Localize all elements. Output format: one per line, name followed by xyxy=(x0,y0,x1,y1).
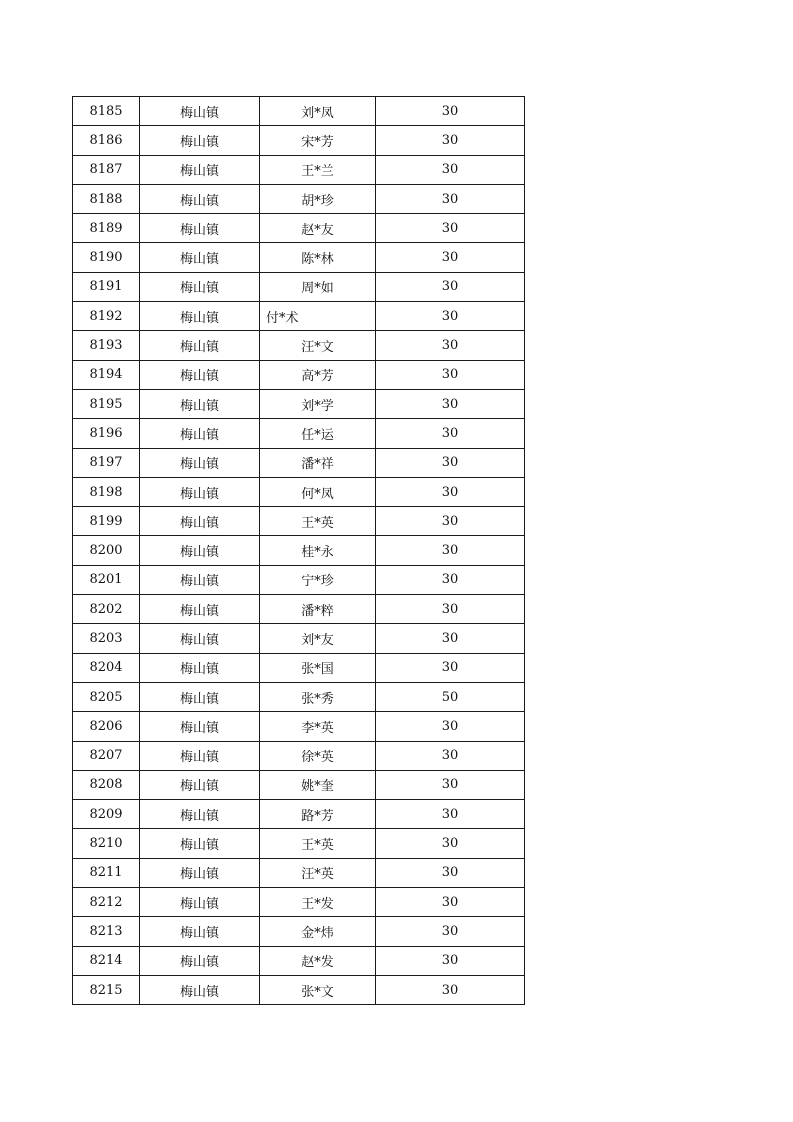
row-number-cell: 8196 xyxy=(73,419,140,448)
row-number-cell: 8202 xyxy=(73,595,140,624)
amount-cell: 30 xyxy=(376,155,525,184)
person-name-cell: 徐*英 xyxy=(260,741,376,770)
town-cell: 梅山镇 xyxy=(140,155,260,184)
town-cell: 梅山镇 xyxy=(140,595,260,624)
amount-cell: 30 xyxy=(376,770,525,799)
town-cell: 梅山镇 xyxy=(140,507,260,536)
person-name-cell: 李*英 xyxy=(260,712,376,741)
amount-cell: 30 xyxy=(376,536,525,565)
amount-cell: 30 xyxy=(376,184,525,213)
town-cell: 梅山镇 xyxy=(140,214,260,243)
row-number-cell: 8191 xyxy=(73,272,140,301)
town-cell: 梅山镇 xyxy=(140,712,260,741)
row-number-cell: 8207 xyxy=(73,741,140,770)
town-cell: 梅山镇 xyxy=(140,653,260,682)
person-name-cell: 胡*珍 xyxy=(260,184,376,213)
person-name-cell: 赵*友 xyxy=(260,214,376,243)
amount-cell: 30 xyxy=(376,800,525,829)
row-number-cell: 8204 xyxy=(73,653,140,682)
person-name-cell: 潘*祥 xyxy=(260,448,376,477)
amount-cell: 30 xyxy=(376,97,525,126)
row-number-cell: 8203 xyxy=(73,624,140,653)
town-cell: 梅山镇 xyxy=(140,184,260,213)
table-row xyxy=(73,829,525,858)
row-number-cell: 8187 xyxy=(73,155,140,184)
person-name-cell: 赵*发 xyxy=(260,946,376,975)
amount-cell: 30 xyxy=(376,360,525,389)
town-cell: 梅山镇 xyxy=(140,243,260,272)
table-row xyxy=(73,214,525,243)
amount-cell: 30 xyxy=(376,565,525,594)
amount-cell: 30 xyxy=(376,858,525,887)
town-cell: 梅山镇 xyxy=(140,389,260,418)
person-name-cell: 何*凤 xyxy=(260,477,376,506)
person-name-cell: 汪*文 xyxy=(260,331,376,360)
table-row xyxy=(73,507,525,536)
amount-cell: 30 xyxy=(376,975,525,1004)
amount-cell: 30 xyxy=(376,126,525,155)
table-row xyxy=(73,565,525,594)
person-name-cell: 桂*永 xyxy=(260,536,376,565)
table-row xyxy=(73,331,525,360)
row-number-cell: 8186 xyxy=(73,126,140,155)
amount-cell: 30 xyxy=(376,214,525,243)
town-cell: 梅山镇 xyxy=(140,272,260,301)
row-number-cell: 8199 xyxy=(73,507,140,536)
table-row xyxy=(73,126,525,155)
row-number-cell: 8192 xyxy=(73,302,140,331)
town-cell: 梅山镇 xyxy=(140,536,260,565)
town-cell: 梅山镇 xyxy=(140,682,260,711)
table-row xyxy=(73,741,525,770)
person-name-cell: 高*芳 xyxy=(260,360,376,389)
table-row xyxy=(73,624,525,653)
person-name-cell: 张*文 xyxy=(260,975,376,1004)
amount-cell: 30 xyxy=(376,389,525,418)
person-name-cell: 潘*粹 xyxy=(260,595,376,624)
row-number-cell: 8211 xyxy=(73,858,140,887)
person-name-cell: 路*芳 xyxy=(260,800,376,829)
amount-cell: 30 xyxy=(376,419,525,448)
person-name-cell: 周*如 xyxy=(260,272,376,301)
amount-cell: 30 xyxy=(376,653,525,682)
row-number-cell: 8195 xyxy=(73,389,140,418)
person-name-cell: 汪*英 xyxy=(260,858,376,887)
row-number-cell: 8197 xyxy=(73,448,140,477)
town-cell: 梅山镇 xyxy=(140,565,260,594)
amount-cell: 30 xyxy=(376,448,525,477)
row-number-cell: 8190 xyxy=(73,243,140,272)
table-body xyxy=(73,97,525,1005)
town-cell: 梅山镇 xyxy=(140,448,260,477)
amount-cell: 30 xyxy=(376,331,525,360)
row-number-cell: 8185 xyxy=(73,97,140,126)
town-cell: 梅山镇 xyxy=(140,888,260,917)
town-cell: 梅山镇 xyxy=(140,946,260,975)
amount-cell: 30 xyxy=(376,272,525,301)
row-number-cell: 8209 xyxy=(73,800,140,829)
amount-cell: 30 xyxy=(376,946,525,975)
person-name-cell: 陈*林 xyxy=(260,243,376,272)
town-cell: 梅山镇 xyxy=(140,97,260,126)
town-cell: 梅山镇 xyxy=(140,126,260,155)
table-row xyxy=(73,536,525,565)
row-number-cell: 8215 xyxy=(73,975,140,1004)
table-row xyxy=(73,975,525,1004)
person-name-cell: 王*英 xyxy=(260,829,376,858)
person-name-cell: 姚*奎 xyxy=(260,770,376,799)
row-number-cell: 8208 xyxy=(73,770,140,799)
town-cell: 梅山镇 xyxy=(140,770,260,799)
person-name-cell: 刘*友 xyxy=(260,624,376,653)
person-name-cell: 宁*珍 xyxy=(260,565,376,594)
table-row xyxy=(73,858,525,887)
town-cell: 梅山镇 xyxy=(140,419,260,448)
amount-cell: 50 xyxy=(376,682,525,711)
person-name-cell: 宋*芳 xyxy=(260,126,376,155)
table-row xyxy=(73,272,525,301)
town-cell: 梅山镇 xyxy=(140,477,260,506)
amount-cell: 30 xyxy=(376,741,525,770)
table-row xyxy=(73,800,525,829)
row-number-cell: 8189 xyxy=(73,214,140,243)
table-row xyxy=(73,302,525,331)
subsidy-list-table xyxy=(72,96,525,1005)
row-number-cell: 8193 xyxy=(73,331,140,360)
town-cell: 梅山镇 xyxy=(140,829,260,858)
row-number-cell: 8188 xyxy=(73,184,140,213)
table-row xyxy=(73,888,525,917)
person-name-cell: 张*国 xyxy=(260,653,376,682)
table-row xyxy=(73,419,525,448)
person-name-cell: 付*术 xyxy=(260,302,376,331)
town-cell: 梅山镇 xyxy=(140,800,260,829)
amount-cell: 30 xyxy=(376,829,525,858)
row-number-cell: 8198 xyxy=(73,477,140,506)
person-name-cell: 刘*学 xyxy=(260,389,376,418)
table-row xyxy=(73,682,525,711)
table-row xyxy=(73,155,525,184)
table-row xyxy=(73,712,525,741)
amount-cell: 30 xyxy=(376,477,525,506)
table-row xyxy=(73,243,525,272)
amount-cell: 30 xyxy=(376,507,525,536)
table-row xyxy=(73,477,525,506)
row-number-cell: 8206 xyxy=(73,712,140,741)
amount-cell: 30 xyxy=(376,624,525,653)
amount-cell: 30 xyxy=(376,712,525,741)
table-row xyxy=(73,946,525,975)
table-row xyxy=(73,360,525,389)
person-name-cell: 王*发 xyxy=(260,888,376,917)
row-number-cell: 8201 xyxy=(73,565,140,594)
town-cell: 梅山镇 xyxy=(140,331,260,360)
table-row xyxy=(73,448,525,477)
town-cell: 梅山镇 xyxy=(140,858,260,887)
amount-cell: 30 xyxy=(376,243,525,272)
table-row xyxy=(73,595,525,624)
row-number-cell: 8214 xyxy=(73,946,140,975)
table-row xyxy=(73,653,525,682)
person-name-cell: 王*英 xyxy=(260,507,376,536)
town-cell: 梅山镇 xyxy=(140,975,260,1004)
town-cell: 梅山镇 xyxy=(140,624,260,653)
row-number-cell: 8213 xyxy=(73,917,140,946)
person-name-cell: 金*炜 xyxy=(260,917,376,946)
row-number-cell: 8194 xyxy=(73,360,140,389)
table-row xyxy=(73,389,525,418)
row-number-cell: 8212 xyxy=(73,888,140,917)
person-name-cell: 王*兰 xyxy=(260,155,376,184)
row-number-cell: 8210 xyxy=(73,829,140,858)
amount-cell: 30 xyxy=(376,917,525,946)
person-name-cell: 任*运 xyxy=(260,419,376,448)
town-cell: 梅山镇 xyxy=(140,741,260,770)
town-cell: 梅山镇 xyxy=(140,917,260,946)
person-name-cell: 刘*凤 xyxy=(260,97,376,126)
table-row xyxy=(73,917,525,946)
row-number-cell: 8205 xyxy=(73,682,140,711)
town-cell: 梅山镇 xyxy=(140,302,260,331)
amount-cell: 30 xyxy=(376,302,525,331)
row-number-cell: 8200 xyxy=(73,536,140,565)
table-row xyxy=(73,184,525,213)
amount-cell: 30 xyxy=(376,595,525,624)
table-row xyxy=(73,97,525,126)
town-cell: 梅山镇 xyxy=(140,360,260,389)
amount-cell: 30 xyxy=(376,888,525,917)
table-row xyxy=(73,770,525,799)
person-name-cell: 张*秀 xyxy=(260,682,376,711)
